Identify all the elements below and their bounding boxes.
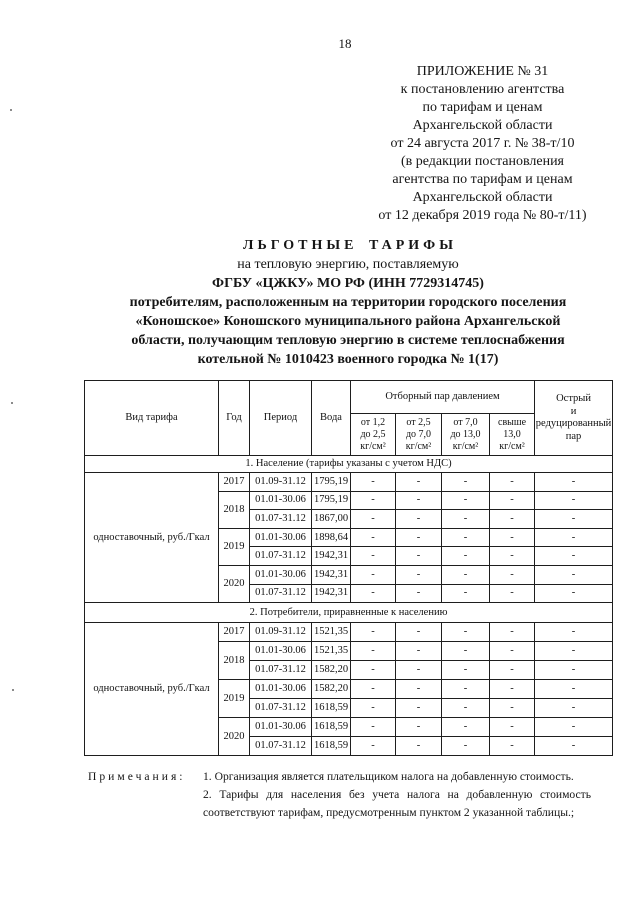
steam-tariff-cell: - [490, 510, 535, 529]
appendix-line: Архангельской области [412, 190, 553, 205]
title-line: «Коношское» Коношского муниципального района Архангельской [135, 314, 561, 329]
steam-tariff-cell: - [490, 528, 535, 547]
steam-tariff-cell: - [351, 623, 396, 642]
steam-tariff-cell: - [442, 623, 490, 642]
appendix-line: к постановлению агентства [400, 82, 565, 97]
steam-tariff-cell: - [490, 565, 535, 584]
scan-speck [10, 109, 12, 111]
steam-tariff-cell: - [396, 491, 442, 510]
appendix-line: от 24 августа 2017 г. № 38-т/10 [390, 136, 575, 151]
appendix-line: ПРИЛОЖЕНИЕ № 31 [416, 64, 549, 79]
steam-range-unit: кг/см² [499, 440, 525, 452]
year-cell: 2018 [219, 491, 250, 528]
steam-tariff-cell: - [490, 547, 535, 566]
water-tariff-cell: 1582,20 [312, 680, 351, 699]
steam-tariff-cell: - [442, 584, 490, 603]
header-acute-steam [535, 381, 613, 456]
table-row [85, 473, 613, 492]
steam-range-line: до 13,0 [450, 428, 481, 440]
note-item: 2. Тарифы для населения без учета налога на добавленную стоимость соответствуют тарифам, предусмотренным пунктом 2 указанной таблицы.; [203, 788, 591, 819]
water-tariff-cell: 1942,31 [312, 565, 351, 584]
title-line: потребителям, расположенным на территории городского поселения [129, 295, 567, 310]
water-tariff-cell: 1582,20 [312, 661, 351, 680]
acute-steam-tariff-cell: - [535, 680, 613, 699]
header-water: Вода [312, 381, 351, 456]
steam-range-unit: кг/см² [405, 440, 432, 452]
steam-range-line: до 2,5 [360, 428, 386, 440]
header-steam-range [396, 414, 442, 456]
acute-steam-tariff-cell: - [535, 584, 613, 603]
period-cell: 01.09-31.12 [250, 623, 312, 642]
steam-tariff-cell: - [442, 510, 490, 529]
water-tariff-cell: 1795,19 [312, 473, 351, 492]
steam-range-line: 13,0 [503, 428, 521, 440]
title-line: котельной № 1010423 военного городка № 1(17) [197, 352, 499, 367]
acute-steam-tariff-cell: - [535, 737, 613, 756]
steam-tariff-cell: - [442, 642, 490, 661]
year-cell: 2020 [219, 565, 250, 602]
header-acute-steam-line: редуцированный [535, 418, 612, 429]
scan-speck [11, 402, 13, 404]
steam-tariff-cell: - [442, 699, 490, 718]
header-steam-range [351, 414, 396, 456]
acute-steam-tariff-cell: - [535, 642, 613, 661]
year-cell: 2018 [219, 642, 250, 680]
water-tariff-cell: 1867,00 [312, 510, 351, 529]
acute-steam-tariff-cell: - [535, 565, 613, 584]
period-cell: 01.07-31.12 [250, 737, 312, 756]
table-row [85, 623, 613, 642]
steam-tariff-cell: - [490, 491, 535, 510]
period-cell: 01.09-31.12 [250, 473, 312, 492]
steam-range-unit: кг/см² [452, 440, 479, 452]
steam-tariff-cell: - [442, 680, 490, 699]
acute-steam-tariff-cell: - [535, 491, 613, 510]
steam-tariff-cell: - [442, 473, 490, 492]
acute-steam-tariff-cell: - [535, 718, 613, 737]
section-row [85, 603, 613, 623]
steam-tariff-cell: - [351, 680, 396, 699]
steam-tariff-cell: - [351, 510, 396, 529]
title-line: на тепловую энергию, поставляемую [237, 257, 459, 272]
acute-steam-tariff-cell: - [535, 528, 613, 547]
water-tariff-cell: 1942,31 [312, 547, 351, 566]
steam-tariff-cell: - [396, 737, 442, 756]
tariff-table [84, 380, 613, 756]
steam-tariff-cell: - [396, 623, 442, 642]
steam-tariff-cell: - [442, 661, 490, 680]
steam-range-line: от 1,2 [360, 416, 386, 428]
steam-tariff-cell: - [396, 699, 442, 718]
steam-range-line: свыше [498, 416, 527, 428]
document-title [98, 236, 598, 369]
header-year: Год [219, 381, 250, 456]
water-tariff-cell: 1521,35 [312, 642, 351, 661]
tariff-type-cell: одноставочный, руб./Гкал [85, 473, 219, 603]
period-cell: 01.01-30.06 [250, 680, 312, 699]
steam-tariff-cell: - [351, 584, 396, 603]
notes-label: Примечания: [88, 770, 186, 783]
header-steam-range [490, 414, 535, 456]
steam-range-line: от 2,5 [406, 416, 431, 428]
steam-tariff-cell: - [396, 473, 442, 492]
period-cell: 01.07-31.12 [250, 584, 312, 603]
steam-range-line: до 7,0 [405, 428, 432, 440]
title-line: ФГБУ «ЦЖКУ» МО РФ (ИНН 7729314745) [212, 276, 484, 291]
acute-steam-tariff-cell: - [535, 699, 613, 718]
water-tariff-cell: 1618,59 [312, 737, 351, 756]
steam-tariff-cell: - [351, 642, 396, 661]
steam-tariff-cell: - [351, 699, 396, 718]
year-cell: 2019 [219, 528, 250, 565]
section-title: 2. Потребители, приравненные к населению [85, 603, 613, 623]
steam-tariff-cell: - [351, 565, 396, 584]
steam-tariff-cell: - [490, 699, 535, 718]
appendix-line: Архангельской области [412, 118, 553, 133]
steam-tariff-cell: - [490, 642, 535, 661]
header-tariff-type: Вид тарифа [85, 381, 219, 456]
steam-tariff-cell: - [351, 547, 396, 566]
steam-tariff-cell: - [442, 565, 490, 584]
steam-tariff-cell: - [442, 737, 490, 756]
appendix-line: по тарифам и ценам [422, 100, 543, 115]
steam-tariff-cell: - [396, 642, 442, 661]
period-cell: 01.01-30.06 [250, 642, 312, 661]
steam-tariff-cell: - [396, 510, 442, 529]
title-heading: ЛЬГОТНЫЕ ТАРИФЫ [243, 238, 457, 253]
appendix-line: от 12 декабря 2019 года № 80-т/11) [378, 208, 587, 223]
steam-tariff-cell: - [396, 584, 442, 603]
year-cell: 2017 [219, 473, 250, 492]
year-cell: 2017 [219, 623, 250, 642]
steam-tariff-cell: - [490, 623, 535, 642]
steam-tariff-cell: - [490, 661, 535, 680]
water-tariff-cell: 1898,64 [312, 528, 351, 547]
notes-list [203, 768, 591, 822]
period-cell: 01.07-31.12 [250, 510, 312, 529]
acute-steam-tariff-cell: - [535, 547, 613, 566]
acute-steam-tariff-cell: - [535, 473, 613, 492]
acute-steam-tariff-cell: - [535, 661, 613, 680]
header-steam-range [442, 414, 490, 456]
steam-tariff-cell: - [396, 718, 442, 737]
steam-tariff-cell: - [396, 547, 442, 566]
steam-tariff-cell: - [442, 547, 490, 566]
period-cell: 01.07-31.12 [250, 547, 312, 566]
steam-tariff-cell: - [396, 661, 442, 680]
appendix-line: агентства по тарифам и ценам [392, 172, 573, 187]
header-acute-steam-line: Острый [556, 393, 591, 404]
steam-tariff-cell: - [442, 528, 490, 547]
steam-range-unit: кг/см² [360, 440, 386, 452]
appendix-line: (в редакции постановления [400, 154, 565, 169]
year-cell: 2020 [219, 718, 250, 756]
water-tariff-cell: 1521,35 [312, 623, 351, 642]
period-cell: 01.01-30.06 [250, 491, 312, 510]
steam-tariff-cell: - [490, 680, 535, 699]
steam-tariff-cell: - [442, 491, 490, 510]
tariff-type-cell: одноставочный, руб./Гкал [85, 623, 219, 756]
header-selected-steam: Отборный пар давлением [351, 381, 535, 414]
steam-tariff-cell: - [351, 718, 396, 737]
steam-tariff-cell: - [490, 473, 535, 492]
note-item: 1. Организация является плательщиком налога на добавленную стоимость. [203, 770, 574, 783]
steam-tariff-cell: - [490, 584, 535, 603]
header-row [85, 381, 613, 414]
steam-tariff-cell: - [351, 528, 396, 547]
header-acute-steam-line: и [570, 405, 577, 417]
steam-tariff-cell: - [396, 680, 442, 699]
water-tariff-cell: 1618,59 [312, 718, 351, 737]
steam-tariff-cell: - [396, 565, 442, 584]
acute-steam-tariff-cell: - [535, 510, 613, 529]
steam-tariff-cell: - [351, 473, 396, 492]
steam-tariff-cell: - [351, 737, 396, 756]
acute-steam-tariff-cell: - [535, 623, 613, 642]
period-cell: 01.07-31.12 [250, 661, 312, 680]
period-cell: 01.01-30.06 [250, 565, 312, 584]
steam-range-line: от 7,0 [453, 416, 478, 428]
steam-tariff-cell: - [442, 718, 490, 737]
steam-tariff-cell: - [490, 737, 535, 756]
header-period: Период [250, 381, 312, 456]
water-tariff-cell: 1618,59 [312, 699, 351, 718]
section-row [85, 456, 613, 473]
year-cell: 2019 [219, 680, 250, 718]
scan-speck [12, 689, 14, 691]
period-cell: 01.07-31.12 [250, 699, 312, 718]
section-title: 1. Население (тарифы указаны с учетом НДС) [85, 456, 613, 473]
steam-tariff-cell: - [490, 718, 535, 737]
period-cell: 01.01-30.06 [250, 718, 312, 737]
title-line: области, получающим тепловую энергию в системе теплоснабжения [131, 333, 565, 348]
steam-tariff-cell: - [351, 661, 396, 680]
period-cell: 01.01-30.06 [250, 528, 312, 547]
water-tariff-cell: 1942,31 [312, 584, 351, 603]
steam-tariff-cell: - [351, 491, 396, 510]
steam-tariff-cell: - [396, 528, 442, 547]
appendix-reference [360, 63, 605, 225]
header-acute-steam-line: пар [565, 430, 582, 442]
page-number: 18 [338, 36, 352, 51]
water-tariff-cell: 1795,19 [312, 491, 351, 510]
